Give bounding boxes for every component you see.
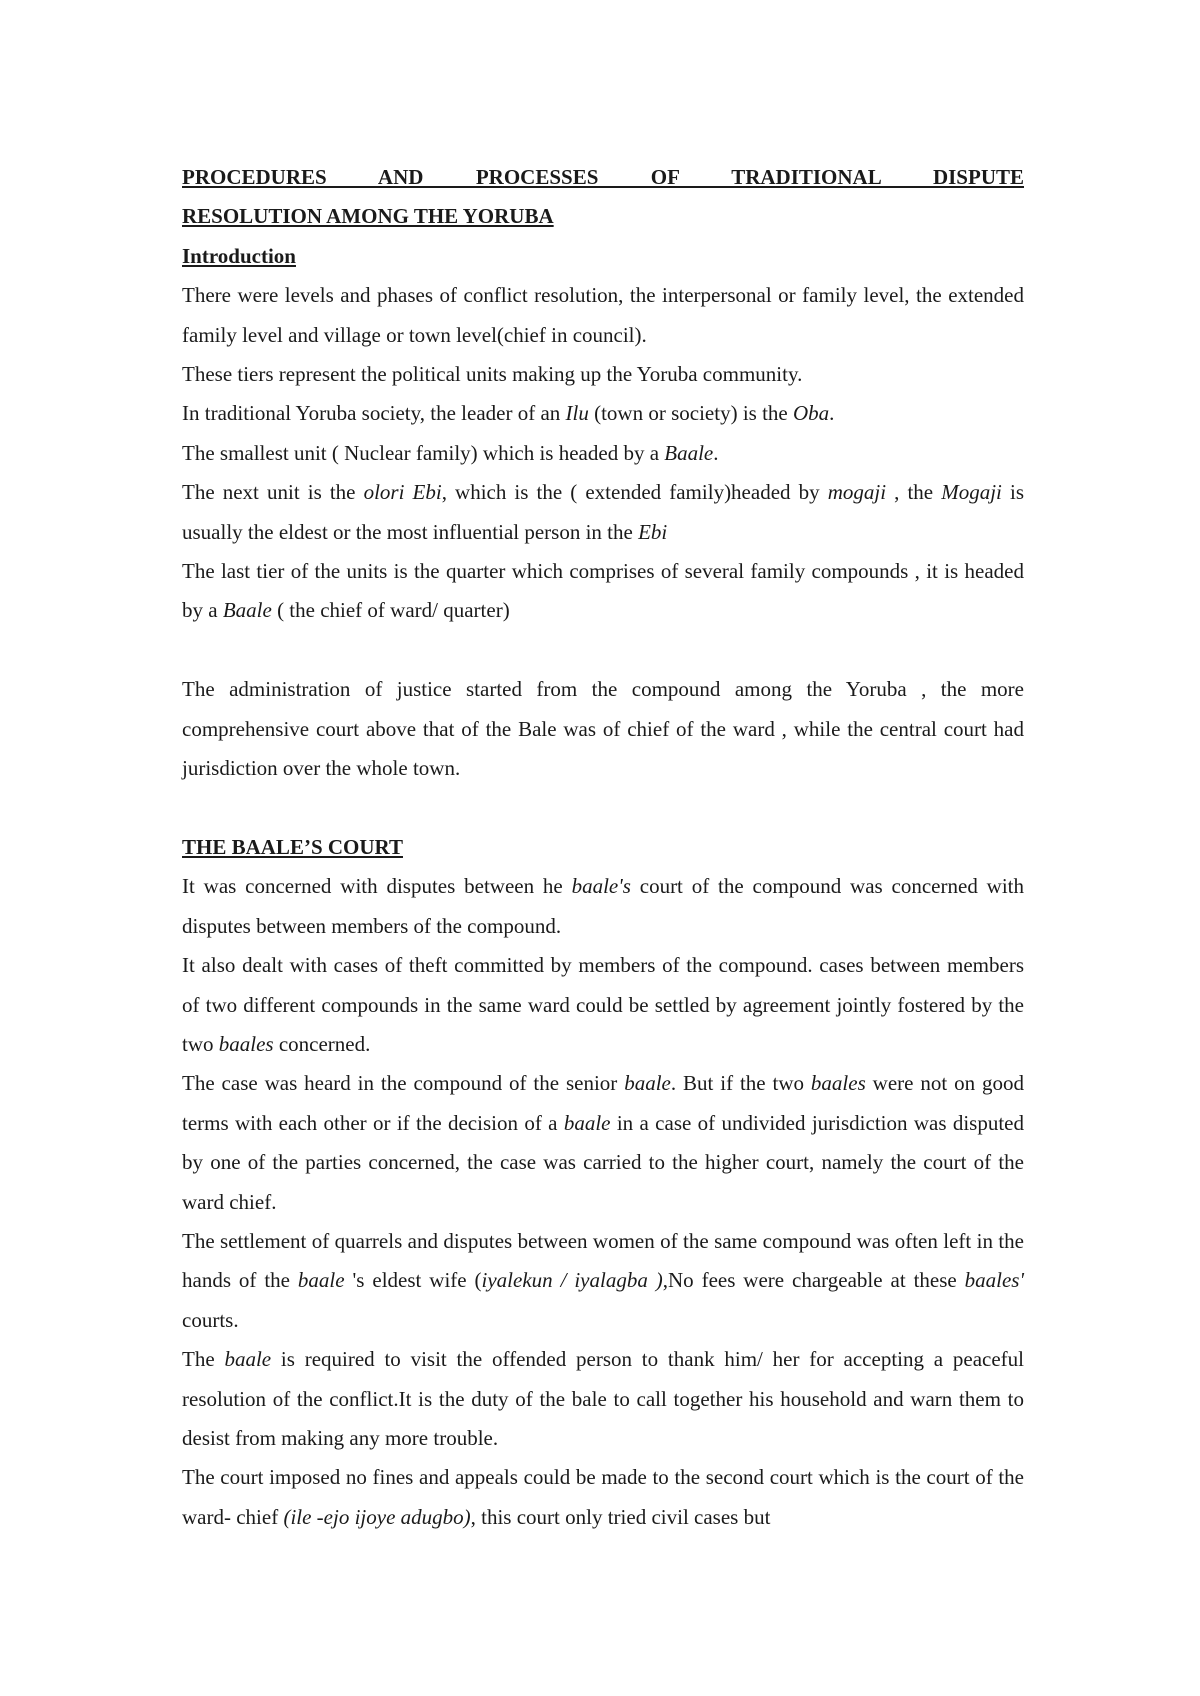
court-paragraph-3: The case was heard in the compound of the senior baale. But if the two baales were not on good terms with each other or if the decision of a baale in a case of undivided jurisdiction was disputed by one of the parties concerned, the case was carried to the higher court, namely the court of the ward chief.: [182, 1071, 1024, 1214]
title-line-2: RESOLUTION AMONG THE YORUBA: [182, 204, 554, 229]
intro-paragraph-6: The last tier of the units is the quarter which comprises of several family compounds , it is headed by a Baale ( the chief of ward/ quarter): [182, 559, 1024, 623]
court-paragraph-5: The baale is required to visit the offended person to thank him/ her for accepting a peaceful resolution of the conflict.It is the duty of the bale to call together his household and warn them to desist from making any more trouble.: [182, 1347, 1025, 1450]
introduction-heading: Introduction: [182, 243, 296, 268]
baales-court-heading: THE BAALE’S COURT: [182, 834, 403, 859]
spacer: [182, 788, 1024, 827]
spacer: [182, 631, 1024, 670]
court-paragraph-1: It was concerned with disputes between he baale's court of the compound was concerned with disputes between members of the compound.: [182, 874, 1024, 938]
intro-paragraph-4: The smallest unit ( Nuclear family) which is headed by a Baale.: [182, 440, 719, 465]
intro-paragraph-1: There were levels and phases of conflict resolution, the interpersonal or family level, the extended family level and village or town level(chief in council).: [182, 283, 1024, 347]
intro-paragraph-3: In traditional Yoruba society, the leader of an Ilu (town or society) is the Oba.: [182, 401, 835, 426]
court-paragraph-2: It also dealt with cases of theft committed by members of the compound. cases between members of two different compounds in the same ward could be settled by agreement jointly fostered by the two baales concerned.: [182, 953, 1024, 1056]
document-page: [182, 158, 1024, 1537]
intro-paragraph-2: These tiers represent the political units making up the Yoruba community.: [182, 362, 803, 387]
title-line-1: PROCEDURES AND PROCESSES OF TRADITIONAL DISPUTE: [182, 165, 1024, 189]
intro-paragraph-5: The next unit is the olori Ebi, which is the ( extended family)headed by mogaji , the Mogaji is usually the eldest or the most influential person in the Ebi: [182, 480, 1025, 544]
document-title: [182, 158, 1024, 237]
court-paragraph-6: The court imposed no fines and appeals could be made to the second court which is the court of the ward- chief (ile -ejo ijoye adugbo), this court only tried civil cases but: [182, 1465, 1024, 1529]
intro-paragraph-7: The administration of justice started from the compound among the Yoruba , the more comprehensive court above that of the Bale was of chief of the ward , while the central court had jurisdiction over the whole town.: [182, 677, 1024, 781]
court-paragraph-4: The settlement of quarrels and disputes between women of the same compound was often left in the hands of the baale 's eldest wife (iyalekun / iyalagba ),No fees were chargeable at these baales' courts.: [182, 1228, 1024, 1332]
